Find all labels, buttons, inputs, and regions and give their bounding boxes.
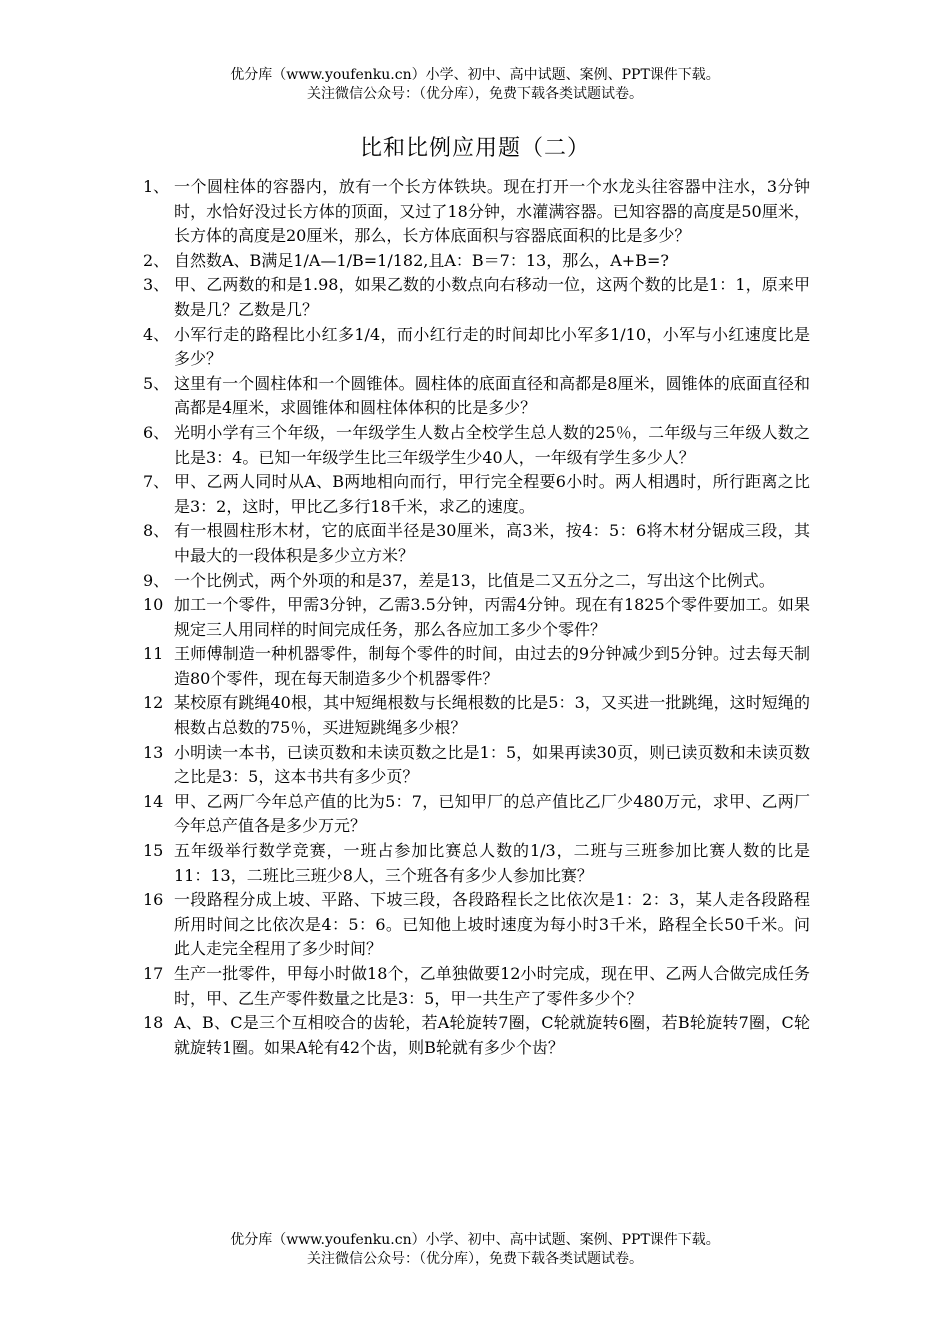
- page-footer: [0, 1231, 950, 1269]
- question-text: 这里有一个圆柱体和一个圆锥体。圆柱体的底面直径和高都是8厘米，圆锥体的底面直径和高都是4厘米，求圆锥体和圆柱体体积的比是多少？: [174, 373, 810, 418]
- question-text: 甲、乙两人同时从A、B两地相向而行，甲行完全程要6小时。两人相遇时，所行距离之比是3：2，这时，甲比乙多行18千米，求乙的速度。: [174, 472, 810, 516]
- question-item: [0, 175, 810, 249]
- question-text: 有一根圆柱形木材，它的底面半径是30厘米，高3米，按4：5：6将木材分锯成三段，其中最大的一段体积是多少立方米？: [174, 521, 810, 565]
- question-text: 某校原有跳绳40根，其中短绳根数与长绳根数的比是5：3，又买进一批跳绳，这时短绳的根数占总数的75％，买进短跳绳多少根？: [174, 693, 810, 738]
- question-number: 7、: [143, 472, 170, 492]
- question-number: 4、: [143, 324, 170, 344]
- question-item: [0, 519, 810, 568]
- question-number: 17: [143, 964, 164, 983]
- question-item: [0, 888, 810, 962]
- question-number: 3、: [143, 275, 170, 295]
- question-number: 2、: [143, 250, 170, 270]
- question-text: 一个圆柱体的容器内，放有一个长方体铁块。现在打开一个水龙头往容器中注水，3分钟时，水恰好没过长方体的顶面，又过了18分钟，水灌满容器。已知容器的高度是50厘米，长方体的高度是20厘米，那么，长方体底面积与容器底面积的比是多少？: [174, 177, 810, 246]
- question-item: [0, 741, 810, 790]
- footer-line-1: 优分库（www.youfenku.cn）小学、初中、高中试题、案例、PPT课件下载。: [230, 1232, 720, 1248]
- question-text: 五年级举行数学竞赛，一班占参加比赛总人数的1/3，二班与三班参加比赛人数的比是11：13，二班比三班少8人，三个班各有多少人参加比赛？: [174, 841, 810, 885]
- question-number: 6、: [143, 422, 170, 442]
- question-item: [0, 691, 810, 740]
- question-number: 8、: [143, 521, 170, 541]
- question-item: [0, 323, 810, 372]
- question-text: 光明小学有三个年级，一年级学生人数占全校学生总人数的25％，二年级与三年级人数之比是3：4。已知一年级学生比三年级学生少40人，一年级有学生多少人？: [174, 422, 810, 467]
- question-text: 小明读一本书，已读页数和未读页数之比是1：5，如果再读30页，则已读页数和未读页数之比是3：5，这本书共有多少页？: [174, 742, 810, 787]
- question-item: [0, 372, 810, 421]
- page-title: 比和比例应用题（二）: [359, 136, 590, 161]
- question-item: [0, 642, 810, 691]
- question-item: [0, 421, 810, 470]
- question-text: 一段路程分成上坡、平路、下坡三段，各段路程长之比依次是1：2：3，某人走各段路程所用时间之比依次是4：5：6。已知他上坡时速度为每小时3千米，路程全长50千米。问此人走完全程用了多少时间？: [174, 890, 810, 959]
- header-line-2: 关注微信公众号：（优分库），免费下载各类试题试卷。: [307, 86, 643, 102]
- question-item: [0, 1011, 810, 1060]
- question-number: 1、: [143, 177, 170, 196]
- question-item: [0, 569, 810, 594]
- question-item: [0, 249, 810, 274]
- question-list: [0, 175, 950, 1060]
- question-text: 自然数A、B满足1/A—1/B=1/182,且A：B＝7：13，那么，A+B=?: [174, 250, 669, 270]
- question-text: 加工一个零件，甲需3分钟，乙需3.5分钟，丙需4分钟。现在有1825个零件要加工。如果规定三人用同样的时间完成任务，那么各应加工多少个零件？: [174, 595, 810, 639]
- question-item: [0, 470, 810, 519]
- question-item: [0, 839, 810, 888]
- question-number: 14: [143, 791, 164, 811]
- question-text: 王师傅制造一种机器零件，制每个零件的时间，由过去的9分钟减少到5分钟。过去每天制造80个零件，现在每天制造多少个机器零件？: [174, 644, 810, 688]
- question-item: [0, 790, 810, 839]
- question-number: 15: [143, 841, 164, 861]
- header-line-1: 优分库（www.youfenku.cn）小学、初中、高中试题、案例、PPT课件下载。: [230, 67, 720, 83]
- question-number: 16: [143, 890, 164, 910]
- question-text: 生产一批零件，甲每小时做18个，乙单独做要12小时完成，现在甲、乙两人合做完成任务时，甲、乙生产零件数量之比是3：5，甲一共生产了零件多少个？: [174, 964, 810, 1008]
- question-item: [0, 273, 810, 322]
- question-text: A、B、C是三个互相咬合的齿轮，若A轮旋转7圈，C轮就旋转6圈，若B轮旋转7圈，C轮就旋转1圈。如果A轮有42个齿，则B轮就有多少个齿？: [174, 1013, 810, 1057]
- question-number: 11: [143, 644, 164, 664]
- page-header: [0, 66, 950, 104]
- question-number: 12: [143, 693, 164, 713]
- question-text: 甲、乙两厂今年总产值的比为5：7，已知甲厂的总产值比乙厂少480万元，求甲、乙两厂今年总产值各是多少万元？: [174, 791, 810, 836]
- question-item: [0, 593, 810, 642]
- question-text: 小军行走的路程比小红多1/4，而小红行走的时间却比小军多1/10，小军与小红速度比是多少？: [174, 324, 810, 369]
- footer-line-2: 关注微信公众号：（优分库），免费下载各类试题试卷。: [307, 1251, 643, 1267]
- question-number: 13: [143, 742, 164, 762]
- question-number: 18: [143, 1013, 164, 1033]
- question-text: 甲、乙两数的和是1.98，如果乙数的小数点向右移动一位，这两个数的比是1：1，原来甲数是几？乙数是几？: [174, 275, 810, 319]
- question-number: 10: [143, 595, 164, 615]
- question-number: 9、: [143, 570, 170, 590]
- question-text: 一个比例式，两个外项的和是37，差是13，比值是二又五分之二，写出这个比例式。: [174, 570, 775, 590]
- question-number: 5、: [143, 373, 170, 393]
- question-item: [0, 962, 810, 1011]
